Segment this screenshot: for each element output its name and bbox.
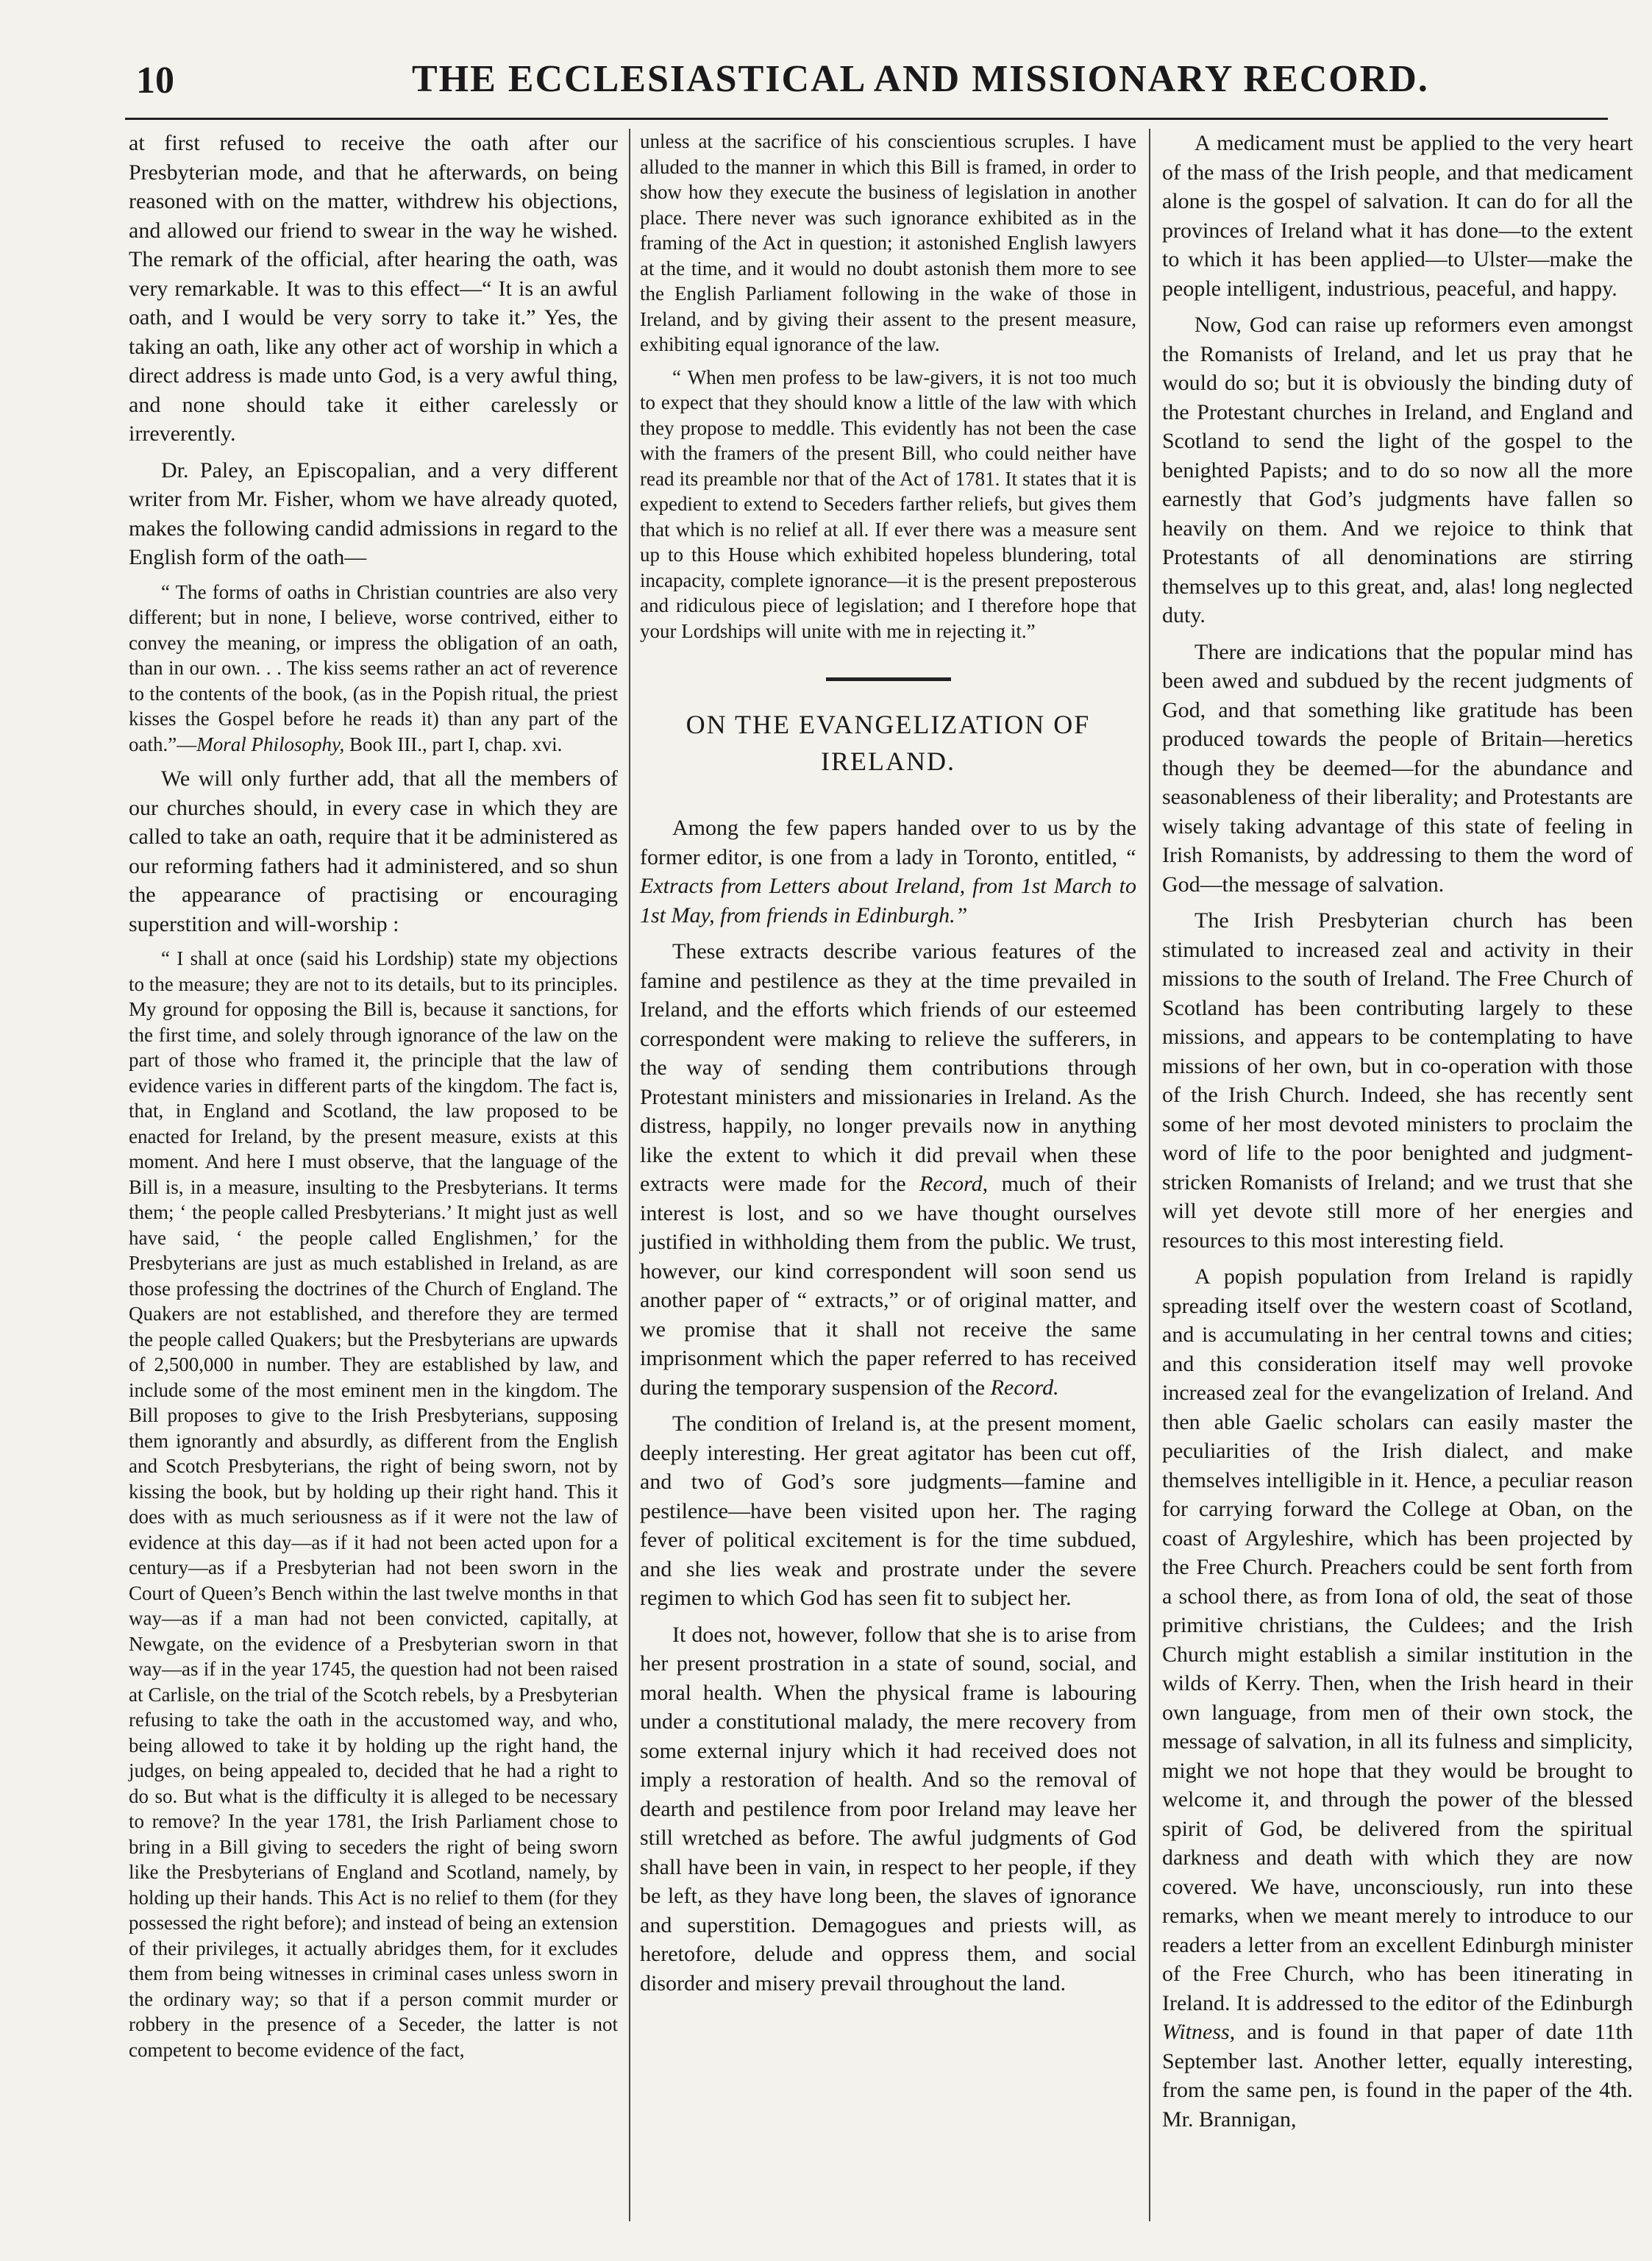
page-number: 10 xyxy=(136,60,174,102)
quote-text: “ The forms of oaths in Christian countries are also very different; but in none, I believe, worse contrived, either to convey the meaning, or impress the obligation of an oath, than in our own. . . The kiss seems rather an act of reverence to the contents of the book, (as in the Popish ritual, the priest kisses the Gospel before he reads it) than any part of the oath.”— xyxy=(129,580,618,755)
text-run: These extracts describe various features of the famine and pestilence as they at the time prevailed in Ireland, and the efforts which friends of our esteemed correspondent were making to relieve the sufferers, in the way of sending them contributions through Protestant ministers and missionaries in Ireland. As the distress, happily, no longer prevails now in anything like the extent to which it did prevail when these extracts were made for the xyxy=(640,939,1136,1196)
quote-citation-tail: Book III., part I, chap. xvi. xyxy=(344,733,563,755)
paragraph: at first refused to receive the oath after our Presbyterian mode, and that he afterwards, on being reasoned with on the matter, withdrew his objections, and allowed our friend to swear in the way he wished. The remark of the official, after hearing the oath, was very remarkable. It was to this effect—“ It is an awful oath, and I would be very sorry to take it.” Yes, the taking an oath, like any other act of worship in which a direct address is made unto God, is a very awful thing, and none should take it either carelessly or irreverently. xyxy=(129,131,618,446)
quote-citation: Moral Philosophy, xyxy=(196,733,345,755)
paragraph xyxy=(1162,1262,1633,2134)
newspaper-name: Witness, xyxy=(1162,2020,1236,2044)
record-name: Record, xyxy=(919,1172,989,1196)
column-2 xyxy=(640,129,1136,2005)
paragraph: Dr. Paley, an Episcopalian, and a very different writer from Mr. Fisher, whom we have already quoted, makes the following candid admissions in regard to the English form of the oath— xyxy=(129,457,618,569)
column-divider xyxy=(1149,129,1150,2221)
running-title: THE ECCLESIASTICAL AND MISSIONARY RECORD. xyxy=(412,58,1429,100)
text-run: and is found in that paper of date 11th September last. Another letter, equally interesting, from the same pen, is found in the paper of the 4th. Mr. Brannigan, xyxy=(1162,2020,1633,2132)
paragraph: The condition of Ireland is, at the present moment, deeply interesting. Her great agitator has been cut off, and two of God’s sore judgments—famine and pestilence—have been visited upon her. The raging fever of political excitement is for the time subdued, and she lies weak and prostrate under the severe regimen to which God has seen fit to subject her. xyxy=(640,1411,1136,1610)
section-separator xyxy=(826,677,951,681)
text-run: Among the few papers handed over to us by the former editor, is one from a lady in Toronto, entitled, xyxy=(640,816,1136,869)
text-run: much of their interest is lost, and so we have thought ourselves justified in withholding them from the public. We trust, however, our kind correspondent will soon send us another paper of “ extracts,” or of original matter, and we promise that it shall not receive the same imprisonment which the paper referred to has received during the temporary suspension of the xyxy=(640,1172,1136,1400)
paragraph: It does not, however, follow that she is to arise from her present prostration in a state of sound, social, and moral health. When the physical frame is labouring under a constitutional malady, the mere recovery from some external injury which it had received does not imply a restoration of health. And so the removal of dearth and pestilence from poor Ireland may leave her still wretched as before. The awful judgments of God shall have been in vain, in respect to her people, if they be left, as they have long been, the slaves of ignorance and superstition. Demagogues and priests will, as heretofore, delude and oppress them, and social disorder and misery prevail throughout the land. xyxy=(640,1622,1136,1995)
column-divider xyxy=(629,129,630,2221)
paragraph: Now, God can raise up reformers even amongst the Romanists of Ireland, and let us pray that he would do so; but it is obviously the binding duty of the Protestant churches in Ireland, and England and Scotland to send the light of the gospel to the benighted Papists; and to do so now all the more earnestly that God’s judgments have fallen so heavily on them. And we rejoice to think that Protestants of all denominations are stirring themselves up to this great, and, alas! long neglected duty. xyxy=(1162,313,1633,627)
text-run: A popish population from Ireland is rapidly spreading itself over the western coast of Scotland, and is accumulating in her central towns and cities; and this consideration itself may well provoke increased zeal for the evangelization of Ireland. And then able Gaelic scholars can easily master the peculiarities of the Irish dialect, and make themselves intelligible in it. Hence, a peculiar reason for carrying forward the College at Oban, on the coast of Argyleshire, which has been projected by the Free Church. Preachers could be sent forth from a school there, as from Iona of old, the seat of those primitive christians, the Culdees; and the Irish Church might establish a similar institution in the wilds of Kerry. Then, when the Irish heard in their own language, from men of their own stock, the message of salvation, in all its fulness and simplicity, might we not hope that they would be brought to welcome it, and through the power of the blessed spirit of God, be delivered from the spiritual darkness and death with which they are now covered. We have, unconsciously, run into these remarks, when we meant merely to introduce to our readers a letter from an excellent Edinburgh minister of the Free Church, who has been itinerating in Ireland. It is addressed to the editor of the Edinburgh xyxy=(1162,1264,1633,2015)
block-quote: “ I shall at once (said his Lordship) state my objections to the measure; they are not to its details, but to its principles. My ground for opposing the Bill is, because it sanctions, for the first time, and solely through ignorance of the law on the part of those who framed it, the principle that the law of evidence varies in different parts of the kingdom. The fact is, that, in England and Scotland, the law proposed to be enacted for Ireland, by the present measure, exists at this moment. And here I must observe, that the language of the Bill is, in a measure, insulting to the Presbyterians. It terms them; ‘ the people called Presbyterians.’ It might just as well have said, ‘ the people called Englishmen,’ for the Presbyterians are just as much established in Ireland, as are those professing the doctrines of the Church of England. The Quakers are not established, and therefore they are termed the people called Quakers; but the Presbyterians are upwards of 2,500,000 in number. They are established by law, and include some of the most eminent men in the kingdom. The Bill proposes to give to the Irish Presbyterians, supposing them ignorantly and absurdly, as different from the English and Scotch Presbyterians, the right of being sworn, not by kissing the book, but by holding up their right hand. This it does with as much seriousness as if it were not the law of evidence at this day—as if it had not been acted upon for a century—as if a Presbyterian had not been sworn in the Court of Queen’s Bench within the last twelve months in that way—as if a man had not been convicted, capitally, at Newgate, on the evidence of a Presbyterian sworn in that way—as if in the year 1745, the question had not been raised at Carlisle, on the trial of the Scotch rebels, by a Presbyterian refusing to take the oath in the accustomed way, and who, being allowed to take it by holding up the right hand, the judges, on being appealed to, decided that he had a right to do so. But what is the difficulty it is alleged to be necessary to remove? In the year 1781, the Irish Parliament chose to bring in a Bill giving to seceders the right of being sworn like the Presbyterians of England and Scotland, namely, by holding up their hands. This Act is no relief to them (for they possessed the right before); and instead of being an extension of their privileges, it actually abridges them, for it excludes them from being witnesses in criminal cases unless sworn in the ordinary way; so that if a person commit murder or robbery in the presence of a Seceder, the latter is not competent to become evidence of the fact, xyxy=(129,947,618,2061)
paragraph: There are indications that the popular mind has been awed and subdued by the recent judgments of God, and that something like gratitude has been produced towards the people of Britain—heretics though they be deemed—for the abundance and seasonableness of their liberality; and Protestants are wisely taking advantage of this state of feeling in Irish Romanists, by addressing to them the word of God—the message of salvation. xyxy=(1162,639,1633,897)
paragraph: We will only further add, that all the members of our churches should, in every case in which they are called to take an oath, require that it be administered as our reforming fathers had it administered, and so shun the appearance of practising or encouraging superstition and will-worship : xyxy=(129,766,618,936)
header-rule xyxy=(125,118,1608,120)
paragraph xyxy=(640,937,1136,1402)
block-quote: “ When men profess to be law-givers, it is not too much to expect that they should know a little of the law with which they propose to meddle. This evidently has not been the case with the framers of the present Bill, who could neither have read its preamble nor that of the Act of 1781. It states that it is expedient to extend to Seceders farther reliefs, but gives them that which is no relief at all. If ever there was a measure sent up to this House which exhibited hopeless blundering, total incapacity, complete ignorance—it is the present preposterous and ridiculous piece of legislation; and I therefore hope that your Lordships will unite with me in rejecting it.” xyxy=(640,366,1136,642)
block-quote: unless at the sacrifice of his conscientious scruples. I have alluded to the manner in which this Bill is framed, in order to show how they execute the business of legislation in another place. There never was such ignorance exhibited as in the framing of the Act in question; it astonished English lawyers at the time, and it would no doubt astonish them more to see the English Parliament following in the wake of those in Ireland, and by giving their assent to the present measure, exhibiting equal ignorance of the law. xyxy=(640,130,1136,355)
column-1 xyxy=(129,129,618,2070)
section-heading: ON THE EVANGELIZATION OF IRELAND. xyxy=(686,710,1091,776)
paragraph: A medicament must be applied to the very heart of the mass of the Irish people, and that medicament alone is the gospel of salvation. It can do for all the provinces of Ireland what it has done—to the extent to which it has been applied—to Ulster—make the people intelligent, industrious, peaceful, and happy. xyxy=(1162,131,1633,301)
block-quote xyxy=(129,580,618,758)
paragraph: The Irish Presbyterian church has been stimulated to increased zeal and activity in their missions to the south of Ireland. The Free Church of Scotland has been contributing largely to these missions, and appears to be contemplating to have missions of her own, but in co-operation with those of the Irish Church. Indeed, she has recently sent some of her most devoted ministers to proclaim the word of life to the poor benighted and judgment-stricken Romanists of Ireland; and we trust that she will yet devote still more of her energies and resources to this most interesting field. xyxy=(1162,908,1633,1253)
paragraph xyxy=(640,813,1136,930)
column-3 xyxy=(1162,129,1633,2141)
letter-title: “ Extracts from Letters about Ireland, from 1st March to 1st May, from friends in Edinburgh.” xyxy=(640,844,1136,927)
record-name: Record. xyxy=(990,1375,1059,1400)
